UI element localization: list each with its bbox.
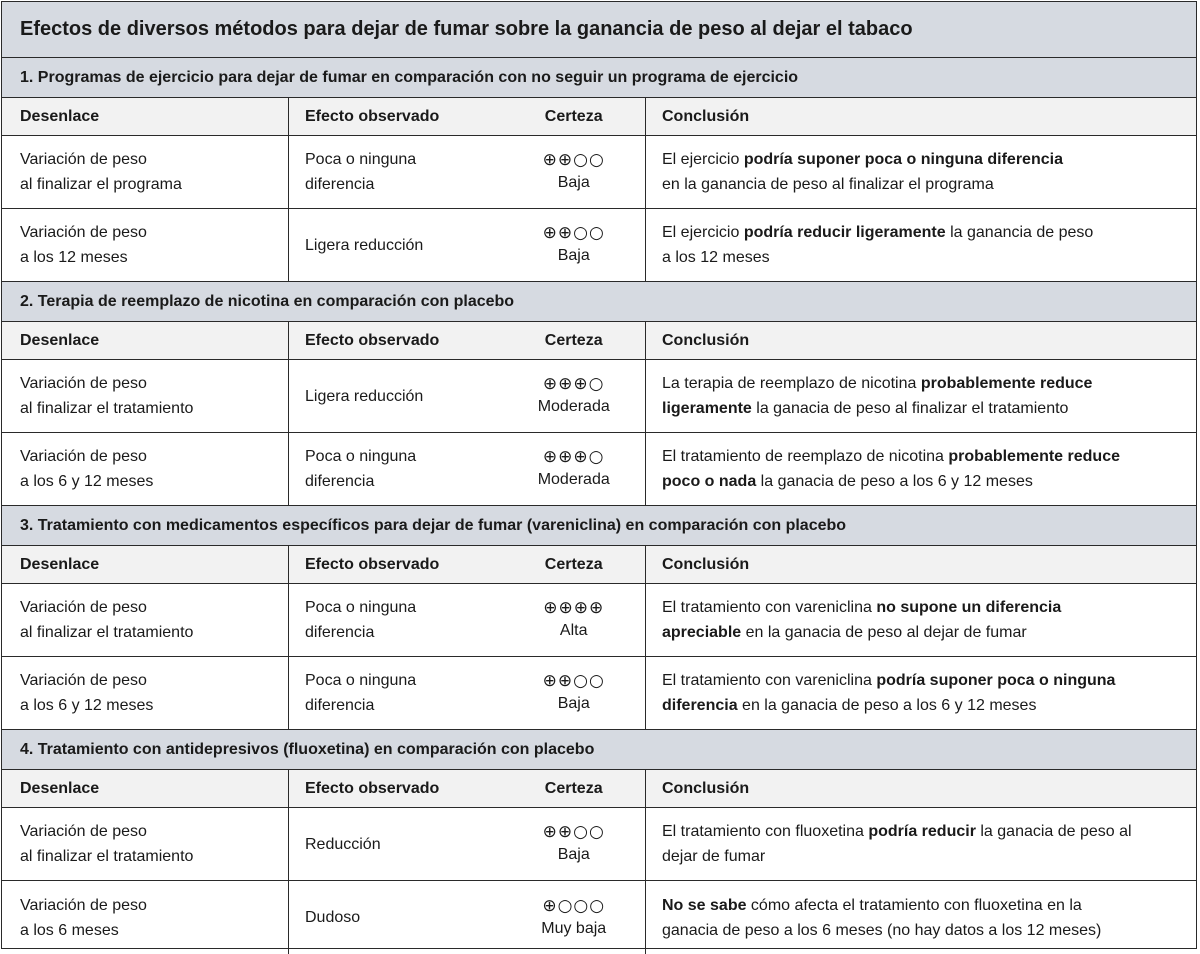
- table-title: Efectos de diversos métodos para dejar de fumar sobre la ganancia de peso al dejar el tabaco: [2, 2, 1196, 58]
- effect-line: Poca o ninguna: [305, 599, 417, 616]
- effect-cell: [289, 832, 502, 857]
- certainty-cell: [502, 446, 645, 492]
- conclusion-line: [662, 245, 1093, 270]
- conclusion-bold: ligeramente: [662, 400, 752, 417]
- outcome-line: al finalizar el tratamiento: [20, 848, 194, 865]
- outcome-line: a los 6 meses: [20, 921, 119, 939]
- effect-cell: [289, 595, 502, 645]
- sections-container: [2, 58, 1196, 954]
- outcome-line: Variación de peso: [20, 823, 147, 840]
- header-certainty: Certeza: [544, 108, 603, 125]
- conclusion-plain: ganacia de peso a los 6 meses (no hay datos a los 12 meses): [662, 921, 1102, 939]
- certainty-rating-icon: ⊕⊕○○: [542, 822, 605, 842]
- outcome-line: Variación de peso: [20, 896, 147, 914]
- conclusion-line: [662, 371, 1092, 396]
- conclusion-plain: El tratamiento con fluoxetina: [662, 823, 869, 840]
- column-header-row: [2, 546, 1196, 584]
- column-header-row: [2, 322, 1196, 360]
- header-effect-certainty: [289, 322, 646, 359]
- effect-certainty-cell: [289, 808, 646, 880]
- table-row: [2, 209, 1196, 282]
- effect-cell: [289, 444, 502, 494]
- effect-line: Reducción: [305, 835, 381, 853]
- column-header-row: [2, 98, 1196, 136]
- outcome-line: al finalizar el tratamiento: [20, 400, 194, 417]
- effect-certainty-cell: [289, 433, 646, 505]
- certainty-level: Moderada: [537, 398, 610, 415]
- header-certainty: Certeza: [544, 332, 603, 349]
- conclusion-text: [662, 668, 1115, 718]
- header-outcome: Desenlace: [2, 546, 289, 583]
- conclusion-plain: en la ganancia de peso al finalizar el programa: [662, 176, 994, 193]
- certainty-cell: [502, 373, 645, 419]
- conclusion-plain: en la ganacia de peso al dejar de fumar: [741, 624, 1027, 641]
- certainty-level: Baja: [557, 174, 590, 191]
- header-certainty: Certeza: [544, 780, 603, 797]
- certainty-rating-icon: ⊕⊕⊕⊕: [543, 598, 605, 618]
- effect-text: [305, 595, 416, 645]
- conclusion-cell: [646, 209, 1196, 281]
- outcome-text: [20, 147, 182, 197]
- effect-line: diferencia: [305, 473, 375, 490]
- conclusion-line: [662, 620, 1061, 645]
- effect-line: diferencia: [305, 624, 375, 641]
- outcome-line: a los 12 meses: [20, 249, 128, 266]
- outcome-cell: [2, 136, 289, 208]
- outcome-text: [20, 444, 153, 494]
- certainty-rating-icon: ⊕⊕○○: [542, 150, 605, 170]
- conclusion-text: [662, 893, 1101, 943]
- outcome-cell: [2, 657, 289, 729]
- header-outcome: Desenlace: [2, 322, 289, 359]
- conclusion-line: [662, 444, 1120, 469]
- certainty-cell: [502, 821, 645, 867]
- effect-cell: [289, 668, 502, 718]
- outcome-line: Variación de peso: [20, 224, 147, 241]
- conclusion-line: [662, 693, 1115, 718]
- table-row: [2, 808, 1196, 881]
- conclusion-plain: la ganacia de peso al: [975, 823, 1132, 840]
- conclusion-cell: [646, 808, 1196, 880]
- header-effect: Efecto observado: [305, 556, 440, 573]
- outcome-cell: [2, 584, 289, 656]
- conclusion-line: [662, 396, 1092, 421]
- table-row: [2, 881, 1196, 954]
- header-outcome: Desenlace: [2, 98, 289, 135]
- conclusion-plain: la ganacia de peso al finalizar el tratamiento: [751, 400, 1069, 417]
- conclusion-line: [662, 819, 1132, 844]
- outcome-cell: [2, 209, 289, 281]
- effect-cell: [289, 384, 502, 409]
- outcome-line: Variación de peso: [20, 672, 147, 689]
- outcome-cell: [2, 360, 289, 432]
- effect-line: Ligera reducción: [305, 387, 424, 405]
- effect-line: Ligera reducción: [305, 236, 424, 254]
- header-effect: Efecto observado: [305, 332, 440, 349]
- certainty-cell: [502, 222, 645, 268]
- section-heading: 3. Tratamiento con medicamentos específicos para dejar de fumar (vareniclina) en comparación con placebo: [2, 506, 1196, 546]
- effect-certainty-cell: [289, 881, 646, 954]
- effect-text: [305, 384, 423, 409]
- effect-certainty-cell: [289, 360, 646, 432]
- conclusion-plain: dejar de fumar: [662, 848, 766, 865]
- effect-certainty-cell: [289, 584, 646, 656]
- section-heading: 2. Terapia de reemplazo de nicotina en comparación con placebo: [2, 282, 1196, 322]
- outcome-line: Variación de peso: [20, 448, 147, 465]
- section-heading: 4. Tratamiento con antidepresivos (fluoxetina) en comparación con placebo: [2, 730, 1196, 770]
- outcome-text: [20, 371, 193, 421]
- effect-text: [305, 147, 416, 197]
- header-effect: Efecto observado: [305, 108, 440, 125]
- certainty-level: Muy baja: [541, 919, 607, 937]
- conclusion-line: [662, 893, 1101, 918]
- conclusion-bold: podría suponer poca o ninguna diferencia: [743, 151, 1063, 168]
- outcome-line: a los 6 y 12 meses: [20, 697, 154, 714]
- conclusion-text: [662, 220, 1093, 270]
- effect-line: Poca o ninguna: [305, 672, 417, 689]
- effect-cell: [289, 905, 502, 930]
- effect-line: Dudoso: [305, 909, 361, 926]
- conclusion-plain: cómo afecta el tratamiento con fluoxetina en la: [746, 896, 1082, 914]
- header-effect-certainty: [289, 546, 646, 583]
- certainty-level: Baja: [557, 247, 590, 264]
- column-header-row: [2, 770, 1196, 808]
- certainty-level: Alta: [559, 622, 588, 639]
- outcome-line: al finalizar el tratamiento: [20, 624, 194, 641]
- header-effect-certainty: [289, 98, 646, 135]
- header-effect-certainty: [289, 770, 646, 807]
- table-row: [2, 360, 1196, 433]
- table-row: [2, 657, 1196, 730]
- conclusion-line: [662, 172, 1063, 197]
- certainty-rating-icon: ⊕⊕⊕○: [542, 447, 605, 467]
- conclusion-bold: podría reducir ligeramente: [743, 224, 946, 241]
- conclusion-text: [662, 371, 1092, 421]
- conclusion-bold: podría reducir: [868, 823, 976, 840]
- certainty-cell: [502, 597, 645, 643]
- effect-line: Poca o ninguna: [305, 448, 417, 465]
- outcome-line: Variación de peso: [20, 599, 147, 616]
- conclusion-plain: El tratamiento con vareniclina: [662, 672, 877, 689]
- conclusion-plain: El ejercicio: [662, 151, 744, 168]
- conclusion-line: [662, 469, 1120, 494]
- header-conclusion: Conclusión: [662, 780, 750, 797]
- conclusion-bold: poco o nada: [662, 473, 757, 490]
- conclusion-cell: [646, 657, 1196, 729]
- effect-text: [305, 444, 416, 494]
- outcome-line: Variación de peso: [20, 375, 147, 392]
- conclusion-bold: No se sabe: [662, 896, 747, 914]
- conclusion-plain: El ejercicio: [662, 224, 744, 241]
- conclusion-bold: apreciable: [662, 624, 742, 641]
- outcome-line: a los 6 y 12 meses: [20, 473, 154, 490]
- effect-text: [305, 233, 423, 258]
- conclusion-plain: El tratamiento de reemplazo de nicotina: [662, 448, 949, 465]
- conclusion-cell: [646, 360, 1196, 432]
- table-row: [2, 433, 1196, 506]
- conclusion-cell: [646, 881, 1196, 954]
- table-row: [2, 584, 1196, 657]
- header-conclusion: Conclusión: [662, 332, 750, 349]
- section-heading: 1. Programas de ejercicio para dejar de fumar en comparación con no seguir un programa de ejercicio: [2, 58, 1196, 98]
- conclusion-line: [662, 147, 1063, 172]
- conclusion-plain: la ganancia de peso: [945, 224, 1094, 241]
- outcome-text: [20, 893, 147, 943]
- outcome-cell: [2, 433, 289, 505]
- effect-certainty-cell: [289, 136, 646, 208]
- effect-line: diferencia: [305, 697, 375, 714]
- certainty-rating-icon: ⊕⊕⊕○: [542, 374, 605, 394]
- outcome-cell: [2, 808, 289, 880]
- certainty-level: Moderada: [537, 471, 610, 488]
- outcome-line: Variación de peso: [20, 151, 147, 168]
- effect-cell: [289, 233, 502, 258]
- header-effect: Efecto observado: [305, 780, 440, 797]
- header-conclusion: Conclusión: [662, 556, 750, 573]
- effect-line: Poca o ninguna: [305, 151, 417, 168]
- conclusion-cell: [646, 136, 1196, 208]
- certainty-level: Baja: [557, 695, 590, 712]
- certainty-cell: [502, 895, 645, 941]
- effect-text: [305, 905, 360, 930]
- certainty-rating-icon: ⊕⊕○○: [542, 671, 605, 691]
- outcome-line: al finalizar el programa: [20, 176, 182, 193]
- conclusion-text: [662, 819, 1132, 869]
- header-outcome: Desenlace: [2, 770, 289, 807]
- conclusion-line: [662, 844, 1132, 869]
- conclusion-text: [662, 444, 1120, 494]
- conclusion-plain: en la ganacia de peso a los 6 y 12 meses: [737, 697, 1037, 714]
- effect-line: diferencia: [305, 176, 375, 193]
- header-certainty: Certeza: [544, 556, 603, 573]
- conclusion-line: [662, 668, 1115, 693]
- conclusion-line: [662, 220, 1093, 245]
- evidence-table: [1, 1, 1197, 949]
- certainty-cell: [502, 149, 645, 195]
- effect-certainty-cell: [289, 657, 646, 729]
- certainty-rating-icon: ⊕⊕○○: [542, 223, 605, 243]
- conclusion-bold: diferencia: [662, 697, 738, 714]
- outcome-text: [20, 668, 153, 718]
- effect-text: [305, 832, 381, 857]
- conclusion-plain: a los 12 meses: [662, 249, 770, 266]
- outcome-text: [20, 819, 193, 869]
- certainty-rating-icon: ⊕○○○: [542, 895, 606, 916]
- conclusion-text: [662, 595, 1061, 645]
- conclusion-cell: [646, 433, 1196, 505]
- conclusion-bold: probablemente reduce: [948, 448, 1120, 465]
- effect-cell: [289, 147, 502, 197]
- conclusion-cell: [646, 584, 1196, 656]
- outcome-cell: [2, 881, 289, 954]
- conclusion-bold: no supone un diferencia: [876, 599, 1062, 616]
- outcome-text: [20, 220, 147, 270]
- certainty-level: Baja: [557, 846, 590, 863]
- conclusion-line: [662, 918, 1101, 943]
- conclusion-text: [662, 147, 1063, 197]
- conclusion-bold: probablemente reduce: [920, 375, 1093, 392]
- conclusion-plain: la ganacia de peso a los 6 y 12 meses: [756, 473, 1033, 490]
- effect-certainty-cell: [289, 209, 646, 281]
- outcome-text: [20, 595, 193, 645]
- conclusion-line: [662, 595, 1061, 620]
- conclusion-bold: podría suponer poca o ninguna: [876, 672, 1116, 689]
- table-row: [2, 136, 1196, 209]
- conclusion-plain: El tratamiento con vareniclina: [662, 599, 877, 616]
- effect-text: [305, 668, 416, 718]
- certainty-cell: [502, 670, 645, 716]
- header-conclusion: Conclusión: [662, 108, 750, 125]
- conclusion-plain: La terapia de reemplazo de nicotina: [662, 375, 921, 392]
